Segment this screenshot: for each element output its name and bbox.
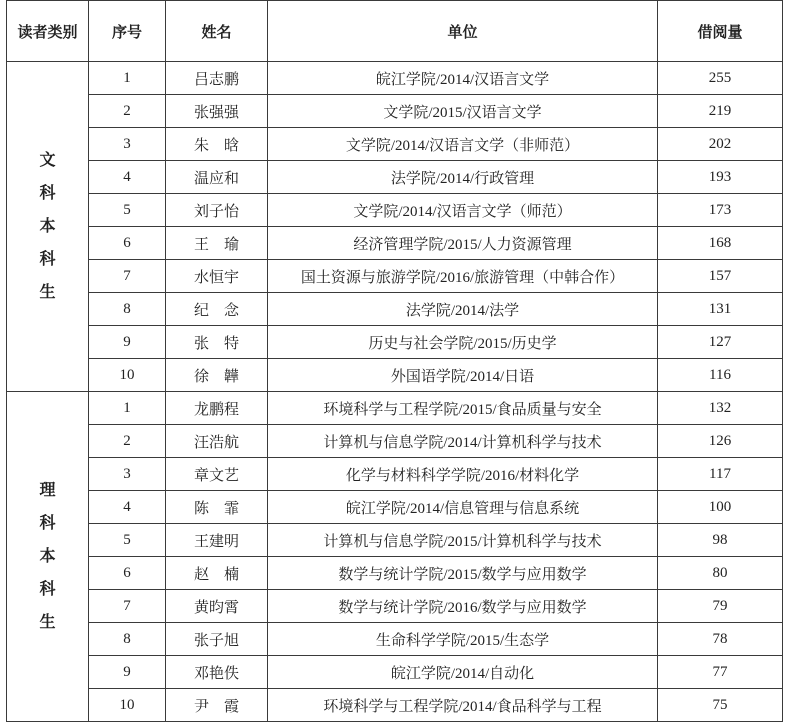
borrow-count-cell: 255 [658, 62, 783, 95]
reader-name-cell: 王建明 [166, 524, 268, 557]
reader-name-cell: 张强强 [166, 95, 268, 128]
unit-cell: 化学与材料科学学院/2016/材料化学 [268, 458, 658, 491]
row-number-cell: 7 [89, 590, 166, 623]
reader-name-cell: 尹 霞 [166, 689, 268, 722]
unit-cell: 环境科学与工程学院/2015/食品质量与安全 [268, 392, 658, 425]
row-number-cell: 4 [89, 491, 166, 524]
table-row [7, 458, 783, 491]
row-number-cell: 10 [89, 689, 166, 722]
borrow-count-cell: 80 [658, 557, 783, 590]
unit-cell: 计算机与信息学院/2015/计算机科学与技术 [268, 524, 658, 557]
table-row [7, 392, 783, 425]
borrow-count-cell: 168 [658, 227, 783, 260]
borrow-count-cell: 79 [658, 590, 783, 623]
reader-name-cell: 朱 晗 [166, 128, 268, 161]
unit-cell: 皖江学院/2014/自动化 [268, 656, 658, 689]
reader-name-cell: 张子旭 [166, 623, 268, 656]
reader-name-cell: 赵 楠 [166, 557, 268, 590]
row-number-cell: 4 [89, 161, 166, 194]
row-number-cell: 3 [89, 458, 166, 491]
row-number-cell: 3 [89, 128, 166, 161]
table-row [7, 524, 783, 557]
table-row [7, 128, 783, 161]
table-row [7, 194, 783, 227]
borrow-count-cell: 116 [658, 359, 783, 392]
table-row [7, 623, 783, 656]
header-borrow-count: 借阅量 [658, 1, 783, 62]
reader-name-cell: 汪浩航 [166, 425, 268, 458]
row-number-cell: 7 [89, 260, 166, 293]
unit-cell: 法学院/2014/法学 [268, 293, 658, 326]
table-row [7, 62, 783, 95]
borrow-count-cell: 126 [658, 425, 783, 458]
unit-cell: 历史与社会学院/2015/历史学 [268, 326, 658, 359]
unit-cell: 数学与统计学院/2015/数学与应用数学 [268, 557, 658, 590]
borrowing-ranking-table [6, 0, 783, 722]
borrow-count-cell: 117 [658, 458, 783, 491]
reader-name-cell: 纪 念 [166, 293, 268, 326]
unit-cell: 数学与统计学院/2016/数学与应用数学 [268, 590, 658, 623]
borrow-count-cell: 98 [658, 524, 783, 557]
borrow-count-cell: 78 [658, 623, 783, 656]
reader-name-cell: 陈 霏 [166, 491, 268, 524]
row-number-cell: 1 [89, 62, 166, 95]
unit-cell: 生命科学学院/2015/生态学 [268, 623, 658, 656]
borrow-count-cell: 193 [658, 161, 783, 194]
reader-category-cell [7, 62, 89, 392]
table-row [7, 656, 783, 689]
row-number-cell: 9 [89, 326, 166, 359]
unit-cell: 皖江学院/2014/汉语言文学 [268, 62, 658, 95]
table-header [7, 1, 783, 62]
row-number-cell: 9 [89, 656, 166, 689]
unit-cell: 外国语学院/2014/日语 [268, 359, 658, 392]
unit-cell: 国土资源与旅游学院/2016/旅游管理（中韩合作） [268, 260, 658, 293]
borrow-count-cell: 131 [658, 293, 783, 326]
borrow-count-cell: 173 [658, 194, 783, 227]
reader-name-cell: 邓艳佚 [166, 656, 268, 689]
table-row [7, 557, 783, 590]
header-number: 序号 [89, 1, 166, 62]
reader-name-cell: 温应和 [166, 161, 268, 194]
header-category: 读者类别 [7, 1, 89, 62]
borrow-count-cell: 157 [658, 260, 783, 293]
reader-name-cell: 王 瑜 [166, 227, 268, 260]
reader-category-label: 理科本科生 [39, 482, 56, 631]
borrow-count-cell: 75 [658, 689, 783, 722]
unit-cell: 文学院/2014/汉语言文学（非师范） [268, 128, 658, 161]
row-number-cell: 8 [89, 623, 166, 656]
header-unit: 单位 [268, 1, 658, 62]
header-row [7, 1, 783, 62]
table-row [7, 491, 783, 524]
reader-name-cell: 章文艺 [166, 458, 268, 491]
table-row [7, 590, 783, 623]
row-number-cell: 6 [89, 557, 166, 590]
row-number-cell: 5 [89, 524, 166, 557]
table-row [7, 260, 783, 293]
borrow-count-cell: 100 [658, 491, 783, 524]
unit-cell: 文学院/2014/汉语言文学（师范） [268, 194, 658, 227]
unit-cell: 法学院/2014/行政管理 [268, 161, 658, 194]
reader-category-label: 文科本科生 [39, 152, 56, 301]
header-name: 姓名 [166, 1, 268, 62]
table-row [7, 359, 783, 392]
table-body [7, 62, 783, 722]
row-number-cell: 8 [89, 293, 166, 326]
unit-cell: 计算机与信息学院/2014/计算机科学与技术 [268, 425, 658, 458]
unit-cell: 环境科学与工程学院/2014/食品科学与工程 [268, 689, 658, 722]
reader-name-cell: 张 特 [166, 326, 268, 359]
reader-name-cell: 吕志鹏 [166, 62, 268, 95]
reader-category-cell [7, 392, 89, 722]
borrow-count-cell: 127 [658, 326, 783, 359]
borrow-count-cell: 132 [658, 392, 783, 425]
reader-name-cell: 龙鹏程 [166, 392, 268, 425]
row-number-cell: 2 [89, 95, 166, 128]
unit-cell: 文学院/2015/汉语言文学 [268, 95, 658, 128]
table-row [7, 95, 783, 128]
reader-name-cell: 徐 韡 [166, 359, 268, 392]
unit-cell: 经济管理学院/2015/人力资源管理 [268, 227, 658, 260]
reader-name-cell: 黄昀霄 [166, 590, 268, 623]
row-number-cell: 6 [89, 227, 166, 260]
unit-cell: 皖江学院/2014/信息管理与信息系统 [268, 491, 658, 524]
table-row [7, 425, 783, 458]
row-number-cell: 1 [89, 392, 166, 425]
table-row [7, 227, 783, 260]
row-number-cell: 2 [89, 425, 166, 458]
table-row [7, 161, 783, 194]
reader-name-cell: 水恒宇 [166, 260, 268, 293]
row-number-cell: 10 [89, 359, 166, 392]
borrow-count-cell: 202 [658, 128, 783, 161]
borrow-count-cell: 219 [658, 95, 783, 128]
table-row [7, 689, 783, 722]
borrow-count-cell: 77 [658, 656, 783, 689]
table-row [7, 293, 783, 326]
row-number-cell: 5 [89, 194, 166, 227]
reader-name-cell: 刘子怡 [166, 194, 268, 227]
table-row [7, 326, 783, 359]
